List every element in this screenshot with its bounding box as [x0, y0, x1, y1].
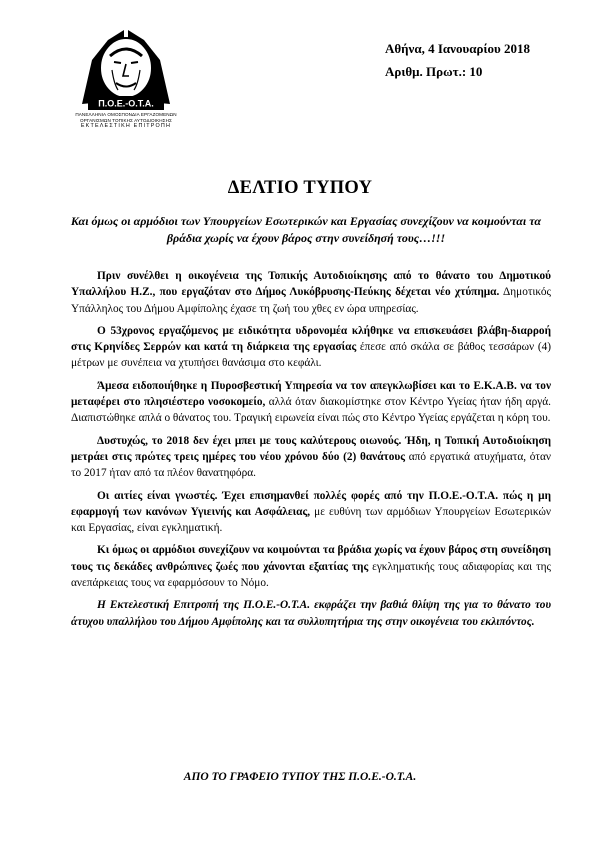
- paragraph-bold-text: Άμεσα ειδοποιήθηκε η Πυροσβεστική Υπηρεσία να τον απεγκλωβίσει και το Ε.Κ.Α.Β. να τον μεταφέρει στο πλησιέστερο νοσοκομείο,: [71, 379, 551, 409]
- body-paragraph: [71, 542, 551, 591]
- paragraph-bold-text: Δυστυχώς, το 2018 δεν έχει μπει με τους καλύτερους οιωνούς. Ήδη, η Τοπική Αυτοδιοίκηση μετράει στις πρώτες τρεις ημέρες του νέου χρόνου δύο (2) θανάτους: [71, 434, 551, 463]
- paragraph-text: εγκληματικής τους αδιαφορίας και της ανεπάρκειας τους να εφαρμόσουν το Νόμο.: [71, 560, 551, 590]
- logo-caption-line: ΠΑΝΕΛΛΗΝΙΑ ΟΜΟΣΠΟΝΔΙΑ ΕΡΓΑΖΟΜΕΝΩΝ: [75, 112, 177, 117]
- logo-caption-line: ΕΚΤΕΛΕΣΤΙΚΗ ΕΠΙΤΡΟΠΗ: [80, 123, 172, 130]
- paragraph-text: από εργατικά ατυχήματα, όταν το 2017 ήταν από τα πλέον θανατηφόρα.: [71, 450, 551, 480]
- press-release-body: [71, 268, 551, 636]
- press-office-signature: ΑΠΟ ΤΟ ΓΡΑΦΕΙΟ ΤΥΠΟΥ ΤΗΣ Π.Ο.Ε.-Ο.Τ.Α.: [183, 771, 417, 783]
- paragraph-bold-text: Πριν συνέλθει η οικογένεια της Τοπικής Αυτοδιοίκησης από το θάνατο του Δημοτικού Υπαλλήλου Η.Ζ., που εργαζόταν στο Δήμος Λυκόβρυσης-Πεύκης δέχεται νέο χτύπημα.: [71, 270, 551, 299]
- paragraph-bold-text: Οι αιτίες είναι γνωστές. Έχει επισημανθεί πολλές φορές από την Π.Ο.Ε.-Ο.Τ.Α. πώς η μη εφαρμογή των κανόνων Υγιεινής και Ασφάλειας,: [71, 489, 551, 518]
- logo-emblem-icon: [74, 26, 178, 112]
- paragraph-text: αλλά όταν διακομίστηκε στον Κέντρο Υγείας ήταν ήδη αργά. Διαπιστώθηκε απλά ο θάνατος του. Τραγική ειρωνεία είναι πώς στο Κέντρο Υγείας εργάζεται η κόρη του.: [71, 396, 551, 425]
- body-paragraph: [71, 323, 551, 372]
- body-paragraph: [71, 433, 551, 482]
- protocol-number: Αριθμ. Πρωτ.: 10: [385, 64, 483, 79]
- paragraph-text: με ευθύνη των αρμόδιων Υπουργείων Εσωτερικών και Εργασίας, είναι εγκληματική.: [71, 505, 551, 535]
- paragraph-text: έπεσε από σκάλα σε βάθος τεσσάρων (4) μέτρων με συνέπεια να χτυπήσει θανάσιμα στο κεφάλι.: [71, 341, 551, 370]
- union-logo: [62, 26, 190, 130]
- body-paragraph: [71, 378, 551, 427]
- paragraph-text: Δημοτικός Υπάλληλος του Δήμου Αμφίπολης έχασε τη ζωή του χθες εν ώρα υπηρεσίας.: [71, 286, 551, 315]
- page-title: ΔΕΛΤΙΟ ΤΥΠΟΥ: [227, 178, 373, 198]
- logo-badge-text: Π.Ο.Ε.-Ο.Τ.Α.: [98, 98, 154, 109]
- body-paragraph: [71, 268, 551, 317]
- subtitle: Και όμως οι αρμόδιοι των Υπουργείων Εσωτερικών και Εργασίας συνεχίζουν να κοιμούνται τα βράδια χωρίς να έχουν βάρος στην συνείδησή τους…!!!: [70, 214, 542, 245]
- body-paragraph: [71, 488, 551, 537]
- paragraph-bold-text: Ο 53χρονος εργαζόμενος με ειδικότητα υδρονομέα κλήθηκε να επισκευάσει βλάβη-διαρροή στις Κρηνίδες Σερρών και κατά τη διάρκεια της εργασίας: [71, 324, 551, 354]
- document-meta: [385, 37, 530, 83]
- document-date: Αθήνα, 4 Ιανουαρίου 2018: [385, 41, 530, 56]
- closing-paragraph: Η Εκτελεστική Επιτροπή της Π.Ο.Ε.-Ο.Τ.Α. εκφράζει την βαθιά θλίψη της για το θάνατο του άτυχου υπαλλήλου του Δήμου Αμφίπολης και τα συλλυπητήρια της στην οικογένεια του εκλιπόντος.: [71, 599, 551, 628]
- logo-caption-line: ΟΡΓΑΝΙΣΜΩΝ ΤΟΠΙΚΗΣ ΑΥΤΟΔΙΟΙΚΗΣΗΣ: [80, 117, 172, 123]
- paragraph-bold-text: Κι όμως οι αρμόδιοι συνεχίζουν να κοιμούνται τα βράδια χωρίς να έχουν βάρος στη συνείδηση τους τις δεκάδες ανθρώπινες ζωές που χάνονται εξαιτίας της: [71, 544, 551, 573]
- logo-caption: [62, 112, 190, 130]
